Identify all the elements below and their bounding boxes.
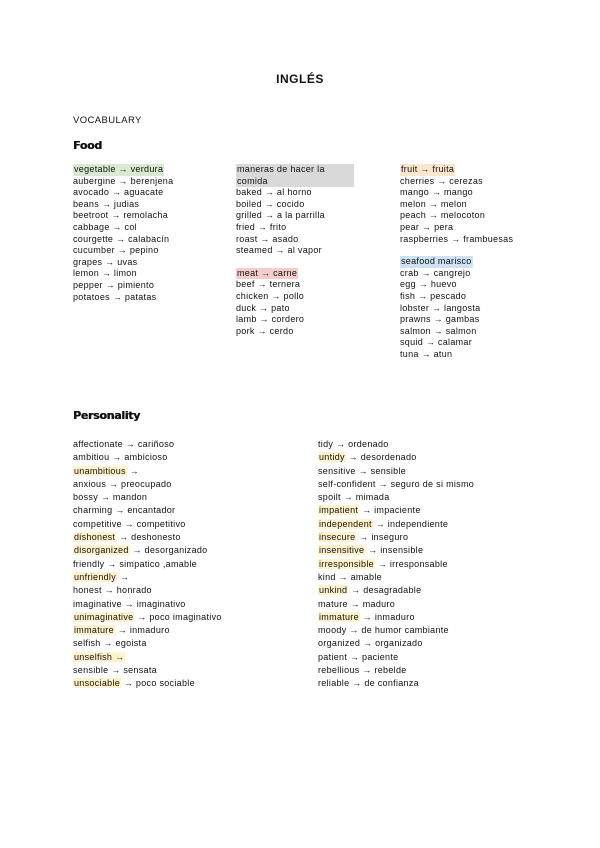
personality-word: sensible (73, 665, 109, 676)
personality-item (318, 624, 474, 637)
personality-item (318, 451, 474, 464)
personality-item (73, 571, 222, 584)
food-item: prawns → gambas (400, 314, 480, 325)
food-item: baked → al horno (236, 187, 312, 198)
food-item: pepper → pimiento (73, 279, 155, 290)
food-item: salmon → salmon (400, 325, 477, 336)
personality-item (73, 478, 222, 491)
personality-translation: → desorganizado (129, 545, 208, 556)
personality-word: irresponsible (319, 558, 374, 569)
personality-translation: → poco sociable (121, 678, 195, 689)
food-group (236, 268, 354, 338)
personality-word: immature (319, 611, 359, 622)
personality-word: patient (318, 651, 348, 662)
food-column-2 (236, 164, 354, 348)
personality-word: rebellious (318, 665, 360, 676)
personality-word: anxious (73, 478, 107, 489)
section-heading-food: Food (73, 139, 102, 152)
personality-word: immature (74, 625, 114, 636)
food-item: tuna → atun (400, 348, 453, 359)
food-item: potatoes → patatas (73, 291, 157, 302)
personality-translation: → (117, 571, 130, 582)
personality-item (318, 558, 474, 571)
personality-translation: → egoista (100, 638, 147, 649)
personality-word: unsociable (74, 678, 121, 689)
food-group-heading: meat → carne (237, 267, 298, 278)
personality-word: self-confident (318, 478, 376, 489)
personality-translation: → imaginativo (121, 598, 186, 609)
personality-item (318, 544, 474, 557)
personality-item (318, 598, 474, 611)
food-item: egg → huevo (400, 279, 457, 290)
personality-translation: → seguro de si mismo (375, 478, 475, 489)
personality-word: honest (73, 585, 102, 596)
personality-word: disorganized (74, 545, 129, 556)
personality-item (73, 491, 222, 504)
personality-item (318, 465, 474, 478)
personality-word: competitive (73, 518, 122, 529)
personality-translation: → sensata (108, 665, 157, 676)
food-item: beef → ternera (236, 279, 301, 290)
personality-item (73, 518, 222, 531)
food-item: peach → melocoton (400, 210, 486, 221)
personality-item (73, 677, 222, 690)
personality-item (318, 611, 474, 624)
personality-word: friendly (73, 558, 105, 569)
food-item: grilled → a la parrilla (236, 210, 325, 221)
personality-translation: → irresponsable (374, 558, 448, 569)
page-title: INGLÉS (276, 72, 324, 86)
personality-item (318, 677, 474, 690)
personality-item (73, 504, 222, 517)
food-group (73, 164, 173, 303)
food-item: avocado → aguacate (73, 187, 164, 198)
personality-word: reliable (318, 678, 350, 689)
personality-word: unfriendly (74, 571, 117, 582)
food-item: aubergine → berenjena (73, 175, 174, 186)
personality-item (73, 438, 222, 451)
personality-item (318, 584, 474, 597)
personality-item (73, 465, 222, 478)
personality-item (318, 518, 474, 531)
personality-word: impatient (319, 505, 359, 516)
personality-word: untidy (319, 452, 345, 463)
food-item: cucumber → pepino (73, 245, 159, 256)
personality-translation: → inmaduro (359, 611, 415, 622)
personality-translation: → paciente (347, 651, 399, 662)
personality-translation: → poco imaginativo (134, 611, 222, 622)
food-item: boiled → cocido (236, 198, 305, 209)
food-item: raspberries → frambuesas (400, 233, 514, 244)
personality-item (73, 451, 222, 464)
food-item: melon → melon (400, 198, 467, 209)
food-group-heading: maneras de hacer la comida (236, 164, 354, 187)
food-item: chicken → pollo (236, 290, 305, 301)
food-item: lamb → cordero (236, 314, 305, 325)
personality-translation: → impaciente (359, 505, 421, 516)
personality-word: spoilt (318, 492, 341, 503)
food-item: roast → asado (236, 233, 299, 244)
personality-translation: → simpatico ,amable (104, 558, 197, 569)
personality-word: selfish (73, 638, 101, 649)
personality-column-left (73, 438, 222, 691)
personality-item (318, 478, 474, 491)
personality-word: ambitiou (73, 452, 110, 463)
personality-word: unambitious (74, 465, 126, 476)
food-group-heading: vegetable → verdura (74, 164, 164, 174)
personality-item (318, 504, 474, 517)
food-group-heading: seafood marisco (401, 256, 472, 267)
personality-translation: → amable (335, 571, 382, 582)
personality-item (73, 651, 222, 664)
food-group (400, 164, 513, 245)
personality-word: mature (318, 598, 348, 609)
food-item: lobster → langosta (400, 302, 481, 313)
food-item: lemon → limon (73, 268, 137, 279)
personality-translation: → maduro (347, 598, 396, 609)
personality-item (73, 584, 222, 597)
food-item: pork → cerdo (236, 325, 294, 336)
personality-word: insensitive (319, 545, 365, 556)
personality-translation: → sensible (355, 465, 407, 476)
personality-item (318, 571, 474, 584)
personality-word: kind (318, 571, 336, 582)
personality-translation: → rebelde (359, 665, 407, 676)
personality-translation: → ambicioso (109, 452, 168, 463)
personality-translation: → organizado (360, 638, 423, 649)
food-item: fried → frito (236, 221, 287, 232)
personality-word: unimaginative (74, 611, 134, 622)
personality-translation: → independiente (372, 518, 449, 529)
personality-translation: → de confianza (349, 678, 419, 689)
food-item: cherries → cerezas (400, 175, 483, 186)
personality-translation: → desordenado (345, 452, 417, 463)
personality-translation: → inseguro (356, 532, 409, 543)
food-item: steamed → al vapor (236, 245, 322, 256)
food-item: mango → mango (400, 187, 473, 198)
food-item: squid → calamar (400, 337, 473, 348)
food-column-3 (400, 164, 513, 372)
personality-item (318, 531, 474, 544)
personality-column-right (318, 438, 474, 691)
personality-word: tidy (318, 439, 334, 449)
personality-translation: → (126, 465, 139, 476)
personality-item (318, 651, 474, 664)
food-column-1 (73, 164, 173, 314)
personality-item (318, 438, 474, 451)
personality-item (73, 558, 222, 571)
personality-item (318, 637, 474, 650)
food-item: cabbage → col (73, 221, 137, 232)
personality-word: affectionate (73, 439, 123, 449)
personality-translation: → desagradable (348, 585, 422, 596)
personality-word: insecure (319, 532, 356, 543)
personality-word: moody (318, 625, 347, 636)
personality-item (73, 544, 222, 557)
personality-word: independent (319, 518, 372, 529)
personality-item (73, 624, 222, 637)
personality-item (73, 637, 222, 650)
food-group (400, 256, 513, 360)
personality-translation: → inmaduro (114, 625, 170, 636)
personality-item (318, 491, 474, 504)
personality-translation: → competitivo (121, 518, 186, 529)
food-item: pear → pera (400, 221, 454, 232)
personality-word: sensitive (318, 465, 356, 476)
personality-translation: → de humor cambiante (346, 625, 449, 636)
personality-translation: → ordenado (333, 439, 389, 449)
vocabulary-label: VOCABULARY (73, 115, 142, 126)
personality-word: unkind (319, 585, 348, 596)
food-item: duck → pato (236, 302, 290, 313)
personality-translation: → encantador (112, 505, 176, 516)
food-item: courgette → calabacín (73, 233, 170, 244)
personality-item (73, 598, 222, 611)
personality-word: charming (73, 505, 113, 516)
food-group-heading: fruit → fruita (401, 164, 455, 174)
personality-item (73, 531, 222, 544)
food-item: beans → judias (73, 198, 140, 209)
personality-translation: → cariñoso (122, 439, 175, 449)
personality-item (73, 611, 222, 624)
personality-word: unselfish → (74, 651, 125, 662)
personality-word: bossy (73, 492, 99, 503)
personality-translation: → mimada (340, 492, 390, 503)
food-group (236, 164, 354, 257)
food-item: grapes → uvas (73, 256, 138, 267)
personality-word: imaginative (73, 598, 122, 609)
personality-translation: → mandon (98, 492, 148, 503)
food-item: fish → pescado (400, 290, 467, 301)
personality-word: dishonest (74, 532, 116, 543)
personality-item (318, 664, 474, 677)
personality-translation: → insensible (365, 545, 424, 556)
food-item: crab → cangrejo (400, 267, 471, 278)
personality-word: organized (318, 638, 361, 649)
personality-translation: → preocupado (106, 478, 172, 489)
personality-translation: → deshonesto (116, 532, 181, 543)
section-heading-personality: Personality (73, 409, 140, 422)
personality-translation: → honrado (101, 585, 152, 596)
food-item: beetroot → remolacha (73, 210, 169, 221)
personality-item (73, 664, 222, 677)
